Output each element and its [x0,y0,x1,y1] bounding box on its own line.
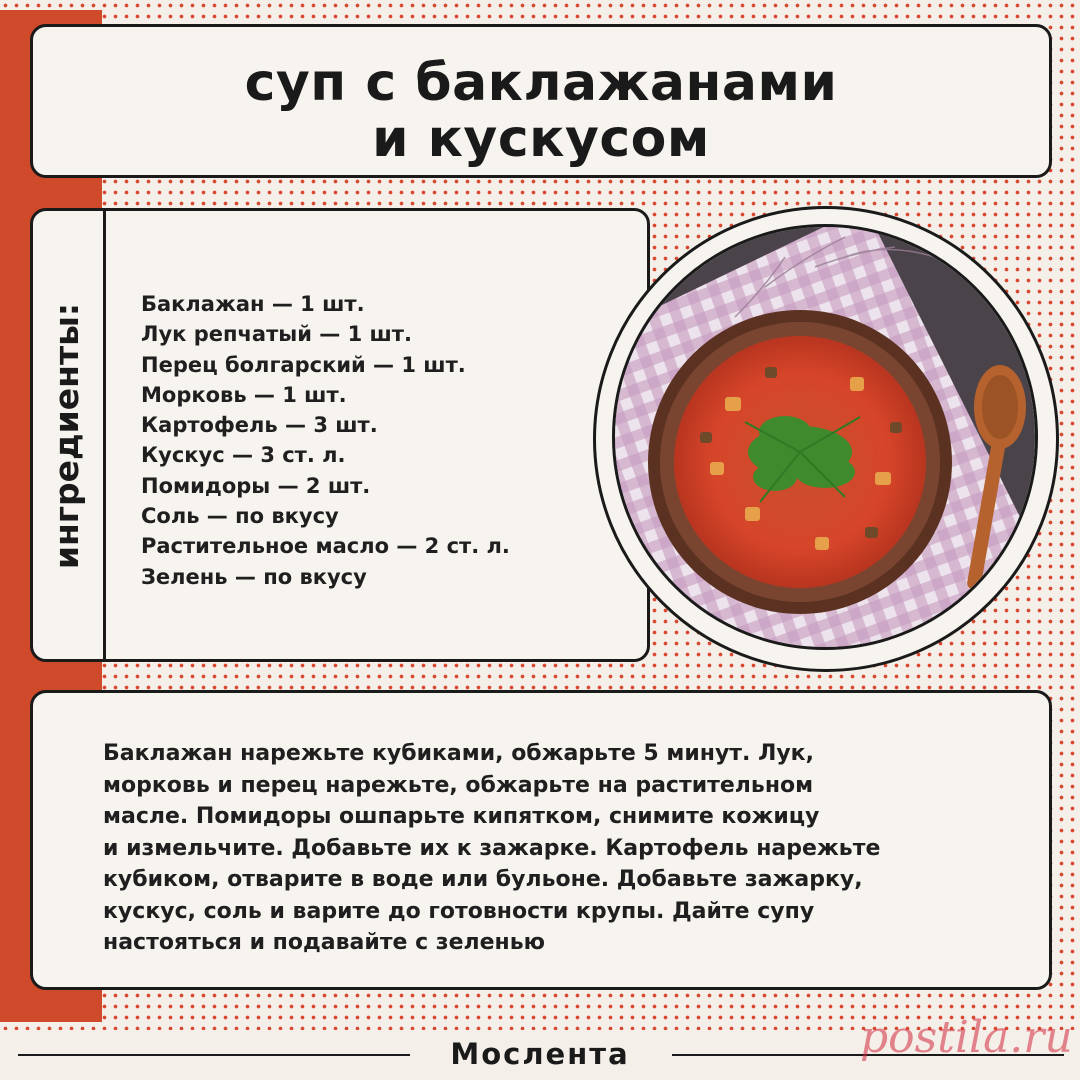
ingredients-list [141,289,510,592]
ingredient-item: Баклажан — 1 шт. [141,292,365,316]
ingredient-item: Соль — по вкусу [141,504,339,529]
ingredient-item: Перец болгарский — 1 шт. [141,352,466,377]
title-line-1: суп с баклажанами [244,53,838,113]
instructions-line: кубиком, отварите в воде или бульоне. Добавьте зажарку, [103,867,863,892]
ingredients-card [30,208,650,662]
ingredient-item: Помидоры — 2 шт. [141,473,371,498]
ingredient-item: Растительное масло — 2 ст. л. [141,534,510,559]
instructions-card [30,690,1052,990]
watermark: postila.ru [860,1012,1073,1063]
ingredient-item: Картофель — 3 шт. [141,413,378,438]
ingredients-divider [103,211,106,659]
ingredient-item: Кускус — 3 ст. л. [141,443,346,468]
instructions-line: кускус, соль и варите до готовности крупы. Дайте супу [103,898,815,924]
instructions-line: морковь и перец нарежьте, обжарьте на растительном [103,772,814,798]
ingredient-item: Зелень — по вкусу [141,564,367,589]
soup-photo [612,224,1038,650]
instructions-line: Баклажан нарежьте кубиками, обжарьте 5 минут. Лук, [103,741,814,766]
ingredients-heading: ингредиенты: [47,302,86,570]
instructions-line: и измельчите. Добавьте их к зажарке. Картофель нарежьте [103,835,881,861]
ingredient-item: Морковь — 1 шт. [141,382,347,407]
page-title [33,55,1049,167]
soup-illustration [615,227,1038,650]
footer-divider-left [18,1054,410,1056]
title-card [30,24,1052,178]
instructions-line: масле. Помидоры ошпарьте кипятком, снимите кожицу [103,804,820,829]
ingredient-item: Лук репчатый — 1 шт. [141,322,412,347]
instructions-text [103,738,1003,959]
title-line-2: и кускусом [372,109,710,169]
instructions-line: настояться и подавайте с зеленью [103,930,546,955]
brand-logo: Мослента [450,1037,630,1071]
